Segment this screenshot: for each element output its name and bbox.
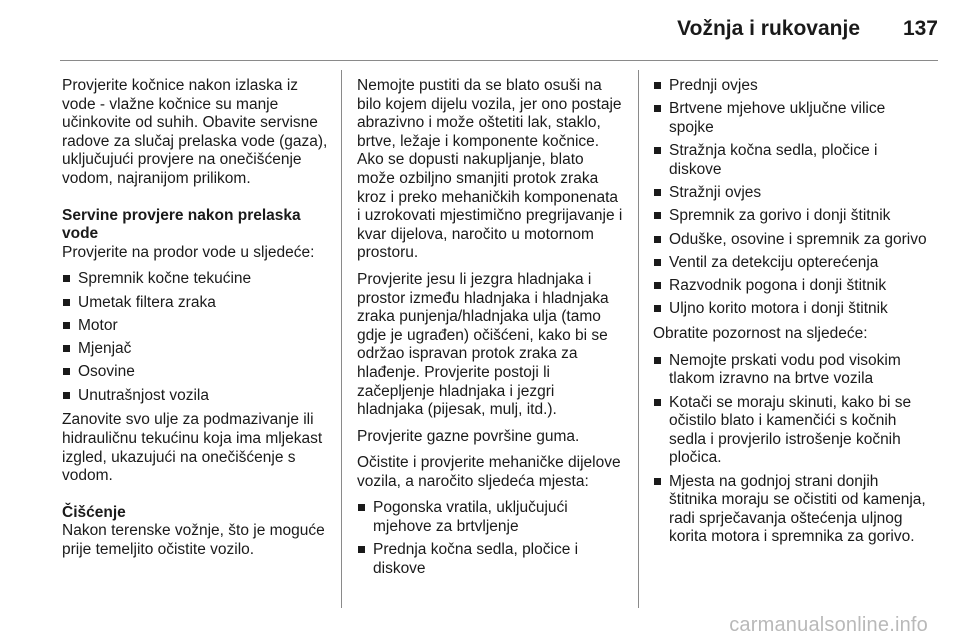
section-heading: Čišćenje: [62, 503, 126, 521]
paragraph: Očistite i provjerite mehaničke dijelove vozila, a naročito sljedeća mjesta:: [357, 454, 621, 490]
list-item: Unutrašnjost vozila: [62, 387, 330, 406]
page-number: 137: [902, 17, 938, 40]
column-divider-2: [638, 70, 639, 608]
list-item: Ventil za detekciju opterećenja: [653, 254, 928, 273]
paragraph: Nakon terenske vožnje, što je moguće prije temeljito očistite vozilo.: [62, 522, 325, 558]
paragraph: Zanovite svo ulje za podmazivanje ili hidrauličnu tekućinu koja ima mljekast izgled, ukazujući na onečišćenje s vodom.: [62, 411, 323, 485]
paragraph: Obratite pozornost na sljedeće:: [653, 325, 868, 343]
column-3: [653, 77, 928, 553]
list-item: Stražnji ovjes: [653, 184, 928, 203]
bullet-list: [357, 499, 623, 578]
list-item: Razvodnik pogona i donji štitnik: [653, 277, 928, 296]
list-item: Stražnja kočna sedla, pločice i diskove: [653, 142, 928, 179]
list-item: Spremnik kočne tekućine: [62, 270, 330, 289]
paragraph: Nemojte pustiti da se blato osuši na bilo kojem dijelu vozila, jer ono postaje abrazivno i može oštetiti lak, staklo, brtve, ležaje i komponente kočnice. Ako se dopusti nakupljanje, blato može ozbiljno smanjiti protok zraka kroz i preko mehaničkih komponenata i uzrokovati mjestimično pregrijavanje i kvar dijelova, naročito u motornom prostoru.: [357, 77, 623, 262]
list-item: Prednja kočna sedla, pločice i diskove: [357, 541, 623, 578]
list-item: Oduške, osovine i spremnik za gorivo: [653, 231, 928, 250]
list-item: Kotači se moraju skinuti, kako bi se očistilo blato i kamenčići s kočnih sedla i provjerilo istrošenje kočnih pločica.: [653, 394, 928, 468]
list-item: Pogonska vratila, uključujući mjehove za brtvljenje: [357, 499, 623, 536]
list-item: Mjenjač: [62, 340, 330, 359]
header-divider: [60, 60, 938, 61]
column-divider-1: [341, 70, 342, 608]
list-item: Nemojte prskati vodu pod visokim tlakom izravno na brtve vozila: [653, 352, 928, 389]
bullet-list: [653, 352, 928, 547]
list-item: Spremnik za gorivo i donji štitnik: [653, 207, 928, 226]
paragraph: Provjerite gazne površine guma.: [357, 427, 580, 445]
list-item: Prednji ovjes: [653, 77, 928, 96]
column-2: [357, 77, 623, 585]
list-item: Uljno korito motora i donji štitnik: [653, 300, 928, 319]
column-1: [62, 77, 330, 568]
watermark-text: carmanualsonline.info: [729, 614, 928, 636]
paragraph: Provjerite na prodor vode u sljedeće:: [62, 243, 315, 261]
page-header-title: Vožnja i rukovanje: [677, 17, 860, 40]
list-item: Umetak filtera zraka: [62, 294, 330, 313]
list-item: Brtvene mjehove uključne vilice spojke: [653, 100, 928, 137]
paragraph: Provjerite kočnice nakon izlaska iz vode - vlažne kočnice su manje učinkovite od suhih. Obavite servisne radove za slučaj prelaska vode (gaza), uključujući provjere na onečišćenje vodom, najranijom prilikom.: [62, 77, 328, 187]
list-item: Motor: [62, 317, 330, 336]
list-item: Mjesta na godnjoj strani donjih štitnika moraju se očistiti od kamenja, radi sprječavanja oštećenja uljnog korita motora i spremnika za gorivo.: [653, 473, 928, 547]
section-heading: Servine provjere nakon prelaska vode: [62, 206, 301, 243]
bullet-list: [653, 77, 928, 319]
list-item: Osovine: [62, 363, 330, 382]
bullet-list: [62, 270, 330, 405]
paragraph: Provjerite jesu li jezgra hladnjaka i prostor između hladnjaka i hladnjaka zraka punjenja/hladnjaka ulja (tamo gdje je ugrađen) očišćeni, kako bi se održao ispravan protok zraka za hlađenje. Provjerite postoji li začepljenje hladnjaka i jezgri hladnjaka (pijesak, mulj, itd.).: [357, 270, 609, 419]
